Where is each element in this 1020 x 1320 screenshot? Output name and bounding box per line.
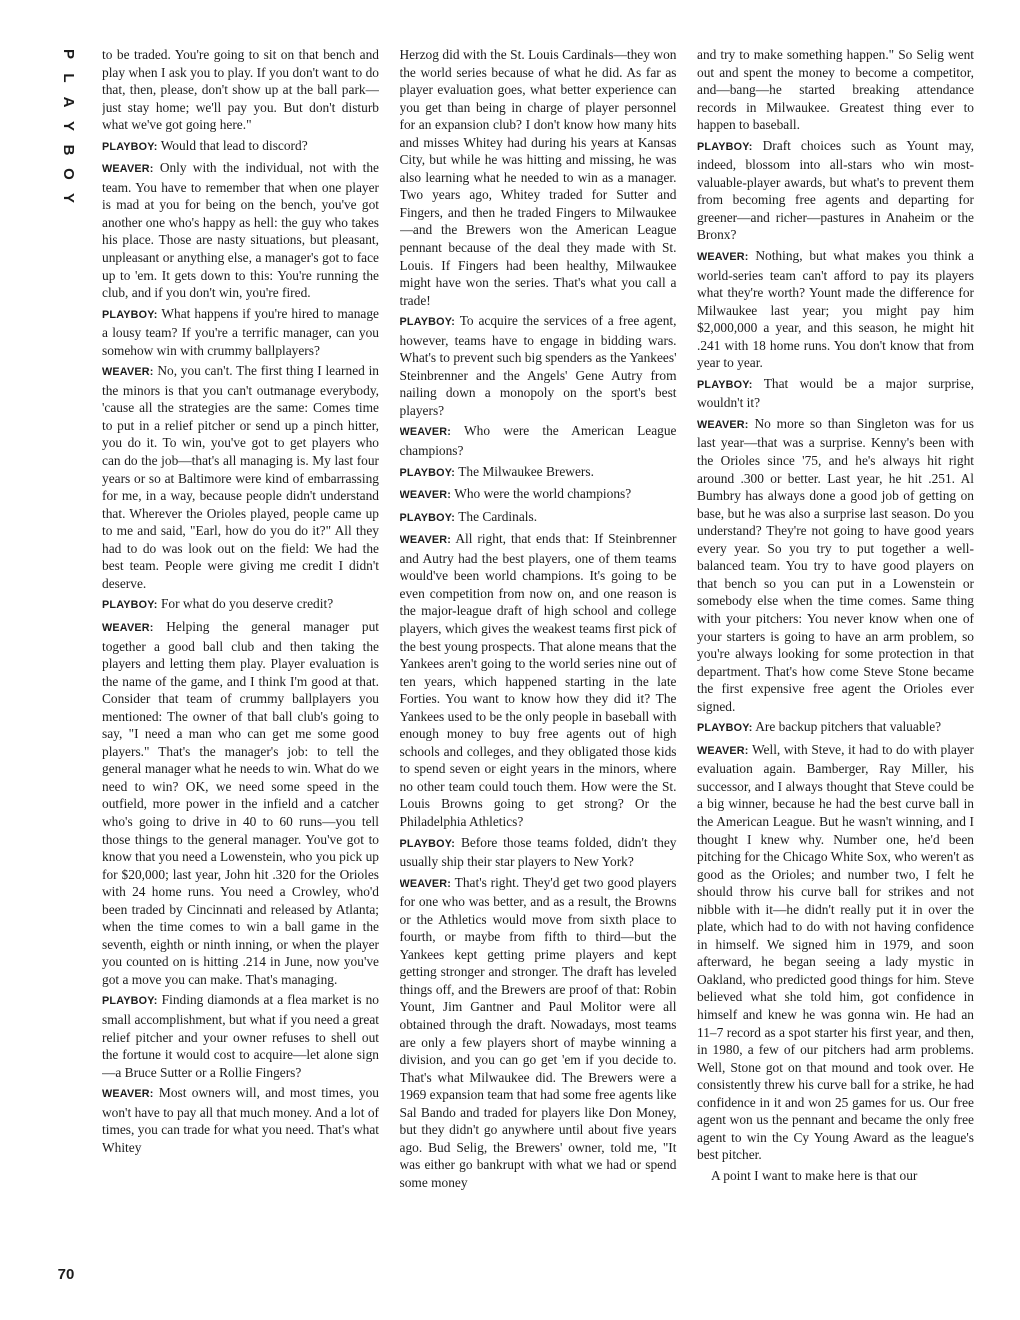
speaker-label: PLAYBOY:	[399, 316, 456, 329]
paragraph-text: Who were the American League champions?	[399, 423, 677, 459]
paragraph-text: Helping the general manager put together a good ball club and then taking the players and letting them play. Player evaluation is the name of the game, and I think I'm good at that. Consider that team of crummy ballplayers you mentioned: The owner of that ball club's going to say, "I need a man who can get me some good players." That's the manager's job: to tell the general manager what he needs to win. What do we need to win? OK, we need some speed in the outfield, more power in the infield and a catcher who's going to drive in 40 to 60 runs—you tell those things to the general manager. You've got to know that you need a Lowenstein, who you pick up for $20,000; last year, John hit .320 for the Orioles with 24 home runs. You need a Crowley, who'd been traded by Cincinnati and released by Atlanta; when the time comes to win a ball game in the seventh, eighth or ninth inning, or when the player you counted on is hitting .214 in June, now you've got a move you can make. That's managing.	[102, 618, 379, 987]
interview-paragraph	[400, 312, 677, 419]
speaker-label: WEAVER:	[399, 534, 452, 547]
continued-paragraph	[400, 46, 677, 309]
logo-letter: A	[60, 96, 77, 108]
paragraph-text: Draft choices such as Yount may, indeed, blossom into all-stars who win most-valuable-player awards, but what's to prevent them from becoming free agents and departing for greener—and richer—pastures in Anaheim or the Bronx?	[697, 137, 974, 243]
article-body	[102, 46, 974, 1284]
speaker-label: WEAVER:	[697, 744, 749, 757]
interview-paragraph	[102, 991, 379, 1081]
paragraph-text: Before those teams folded, didn't they usually ship their star players to New York?	[399, 834, 677, 870]
paragraph-text: Finding diamonds at a flea market is no small accomplishment, but what if you need a great relief pitcher and your owner refuses to shell out the fortune it would cost to acquire—let alone sign—a Bruce Sutter or a Rollie Fingers?	[102, 992, 379, 1080]
paragraph-text: To acquire the services of a free agent, however, teams have to engage in bidding wars. What's to prevent such big spenders as the Yankees' Steinbrenner and the Angels' Gene Autry from nailing down a monopoly on the sport's best players?	[399, 313, 677, 418]
paragraph-text: Herzog did with the St. Louis Cardinals—they won the world series because of what he did. As far as player evaluation goes, what better experience can you get than being in charge of player personnel for an expansion club? I don't know how many hits and misses Whitey had during his years at Kansas City, but while he was hitting and missing, he was also learning what he needed to win as a manager. Two years ago, Whitey traded for Sutter and Fingers, and then he traded Fingers to Milwaukee—and the Brewers won the American League pennant because of the deal they made with St. Louis. If Fingers had been healthy, Milwaukee might have won the series. That's what you call a trade!	[399, 47, 677, 308]
interview-paragraph	[400, 508, 677, 528]
interview-paragraph	[697, 247, 974, 372]
speaker-label: PLAYBOY:	[697, 378, 753, 391]
speaker-label: WEAVER:	[102, 163, 154, 176]
interview-paragraph	[697, 137, 974, 244]
speaker-label: PLAYBOY:	[399, 837, 456, 850]
continued-paragraph	[102, 46, 379, 134]
speaker-label: PLAYBOY:	[399, 466, 456, 479]
speaker-label: PLAYBOY:	[399, 511, 456, 524]
interview-paragraph	[102, 137, 379, 157]
interview-paragraph	[102, 618, 379, 988]
paragraph-text: For what do you deserve credit?	[160, 596, 334, 612]
paragraph-text: to be traded. You're going to sit on that bench and play when I ask you to play. If you don't want to do that, then, please, don't show up at the ball park—just stay home; we'll pay you. But don't disturb what we've got going here."	[102, 47, 379, 133]
speaker-label: WEAVER:	[697, 418, 749, 431]
text-column-3	[697, 46, 974, 1284]
text-column-1	[102, 46, 379, 1284]
speaker-label: PLAYBOY:	[697, 722, 753, 735]
paragraph-text: The Cardinals.	[458, 508, 538, 524]
interview-paragraph	[102, 362, 379, 592]
speaker-label: WEAVER:	[399, 426, 452, 439]
interview-paragraph	[697, 718, 974, 738]
interview-paragraph	[697, 415, 974, 715]
paragraph-text: That would be a major surprise, wouldn't it?	[697, 375, 974, 411]
speaker-label: PLAYBOY:	[102, 308, 158, 321]
interview-paragraph	[102, 1084, 379, 1156]
paragraph-text: All right, that ends that: If Steinbrenner and Autry had the best players, one of them teams would've been world champions. It's going to be even competition from now on, and one reason is the major-league draft of high school and college players, which gives the weakest teams first pick of the best young prospects. That alone means that the Yankees aren't going to the world series nine out of ten years, which happened starting in the late Forties. You want to know how they did it? The Yankees used to be the only people in baseball with enough money to buy free agents out of high schools and colleges, and they obligated those kids to spend seven or eight years in the minors, where no other team could touch them. How were the St. Louis Browns going to get strong? Or the Philadelphia Athletics?	[399, 531, 677, 829]
speaker-label: WEAVER:	[399, 877, 452, 890]
paragraph-text: That's right. They'd get two good players for one who was better, and as a result, the Browns or the Athletics would move from sixth place to fourth, or maybe from fifth to third—but the Yankees kept getting prime players and kept getting stronger and stronger. The draft has leveled things off, and the Brewers are proof of that: Robin Yount, Jim Gantner and Paul Molitor were all obtained through the draft. Nowadays, most teams are only a few players short of maybe winning a division, and you can go get 'em if you decide to. That's what Milwaukee did. The Brewers were a 1969 expansion team that had some free agents like Sal Bando and traded for players like Don Money, but they didn't go anywhere until about five years ago. Bud Selig, the Brewers' owner, told me, "It was either go bankrupt with what we had or spend some money	[399, 874, 677, 1190]
speaker-label: WEAVER:	[399, 489, 452, 502]
speaker-label: WEAVER:	[102, 366, 154, 379]
paragraph-text: No more so than Singleton was for us last year—that was a surprise. Kenny's been with the Orioles since '75, and he's always hit right around .300 or better. Last year, he hit .251. Al Bumbry has always done a good job of getting on base, but he was also a surprise last season. Do you understand? They're not going to have good years every year. So you try to put together a well-balanced team. You try to have good players on that bench so you can put in a Lowenstein or somebody else when the time comes. Same thing with your pitchers: You never know when one of your starters is going to have an arm problem, so you're always looking for some protection in that department. That's how come Steve Stone became the first expensive free agent the Orioles ever signed.	[697, 415, 974, 714]
interview-paragraph	[697, 741, 974, 1164]
interview-paragraph	[400, 874, 677, 1192]
interview-paragraph	[400, 485, 677, 505]
interview-paragraph	[697, 375, 974, 412]
speaker-label: WEAVER:	[102, 621, 154, 634]
speaker-label: PLAYBOY:	[102, 995, 158, 1008]
speaker-label: PLAYBOY:	[697, 140, 753, 153]
paragraph-text: What happens if you're hired to manage a lousy team? If you're a terrific manager, can you somehow win with crummy ballplayers?	[102, 305, 379, 358]
logo-letter: L	[60, 73, 77, 83]
interview-paragraph	[400, 463, 677, 483]
speaker-label: PLAYBOY:	[102, 599, 158, 612]
speaker-label: WEAVER:	[697, 251, 749, 264]
continued-paragraph	[697, 1167, 974, 1185]
logo-letter: Y	[60, 120, 77, 131]
paragraph-text: No, you can't. The first thing I learned in the minors is that you can't outmanage everybody, 'cause all the strategies are the same: Comes time to put in a relief pitcher or send up a pinch hitter, you do it. To win, you've got to get players who can do the job—that's all managing is. My last four years or so at Baltimore were kind of embarrassing for me, in a way, because people didn't understand that. Wherever the Orioles played, people came up to me and said, "Earl, how do you do it?" All they had to do was look out on the field: We had the best team. People were giving me credit I didn't deserve.	[102, 363, 379, 591]
text-column-2	[400, 46, 677, 1284]
interview-paragraph	[400, 422, 677, 459]
interview-paragraph	[102, 595, 379, 615]
paragraph-text: Who were the world champions?	[454, 486, 632, 502]
page-number: 70	[57, 1266, 75, 1283]
paragraph-text: Most owners will, and most times, you won't have to pay all that much money. And a lot of times, you can trade for what you need. That's what Whitey	[102, 1085, 379, 1155]
interview-paragraph	[102, 159, 379, 301]
logo-letter: B	[60, 144, 77, 156]
logo-letter: O	[60, 168, 77, 180]
continued-paragraph	[697, 46, 974, 134]
paragraph-text: Would that lead to discord?	[160, 137, 308, 153]
playboy-vertical-logo	[56, 42, 80, 210]
logo-letter: Y	[60, 192, 77, 203]
logo-letter: P	[60, 48, 77, 59]
paragraph-text: and try to make something happen." So Selig went out and spent the money to become a competitor, and—bang—he started breaking attendance records in Milwaukee. Greatest thing ever to happen to baseball.	[697, 47, 974, 133]
speaker-label: WEAVER:	[102, 1088, 154, 1101]
interview-paragraph	[400, 834, 677, 871]
speaker-label: PLAYBOY:	[102, 140, 158, 153]
paragraph-text: Only with the individual, not with the team. You have to remember that when one player is mad at you for being on the bench, you've got another one who's happy as hell: the guy who takes his place. Those are nasty situations, but pleasant, unpleasant or anything else, a manager's got to face up to 'em. It gets down to this: You're running the club, and if you don't win, you're fired.	[102, 160, 379, 301]
paragraph-text: Well, with Steve, it had to do with player evaluation again. Bamberger, Ray Miller, his successor, and I always thought that Steve could be a big winner, because he had the best curve ball in the American League. But he wasn't winning, and I thought I knew why. Number one, he'd been pitching for the Chicago White Sox, who weren't as good as the Orioles; and number two, I felt he should throw his curve ball for strikes and not nibble with it—he didn't really put it in over the plate, which had to do with not having confidence in himself. We signed him in 1979, and soon afterward, he began seeing a lady mystic in Oakland, who predicted good things for him. Steve believed what she told him, got confidence in himself and knew he was gonna win. He had an 11–7 record as a spot starter his first year, and then, in 1980, a few of our pitchers had arm problems. Well, Stone got on that mound and took over. He consistently threw his curve ball for a strike, he had confidence in it and won 25 games for us. Our free agent won us the pennant and became the only free agent to win the Cy Young Award as the league's best pitcher.	[697, 741, 974, 1163]
paragraph-text: The Milwaukee Brewers.	[458, 463, 594, 479]
paragraph-text: Nothing, but what makes you think a world-series team can't afford to pay its players what they're worth? Yount made the difference for Milwaukee last year; you might pay him $2,000,000 a year, and this season, he might hit .241 with 18 home runs. You don't know that from year to year.	[697, 248, 974, 371]
paragraph-text: A point I want to make here is that our	[711, 1167, 918, 1183]
interview-paragraph	[400, 530, 677, 830]
interview-paragraph	[102, 305, 379, 360]
paragraph-text: Are backup pitchers that valuable?	[755, 719, 942, 735]
